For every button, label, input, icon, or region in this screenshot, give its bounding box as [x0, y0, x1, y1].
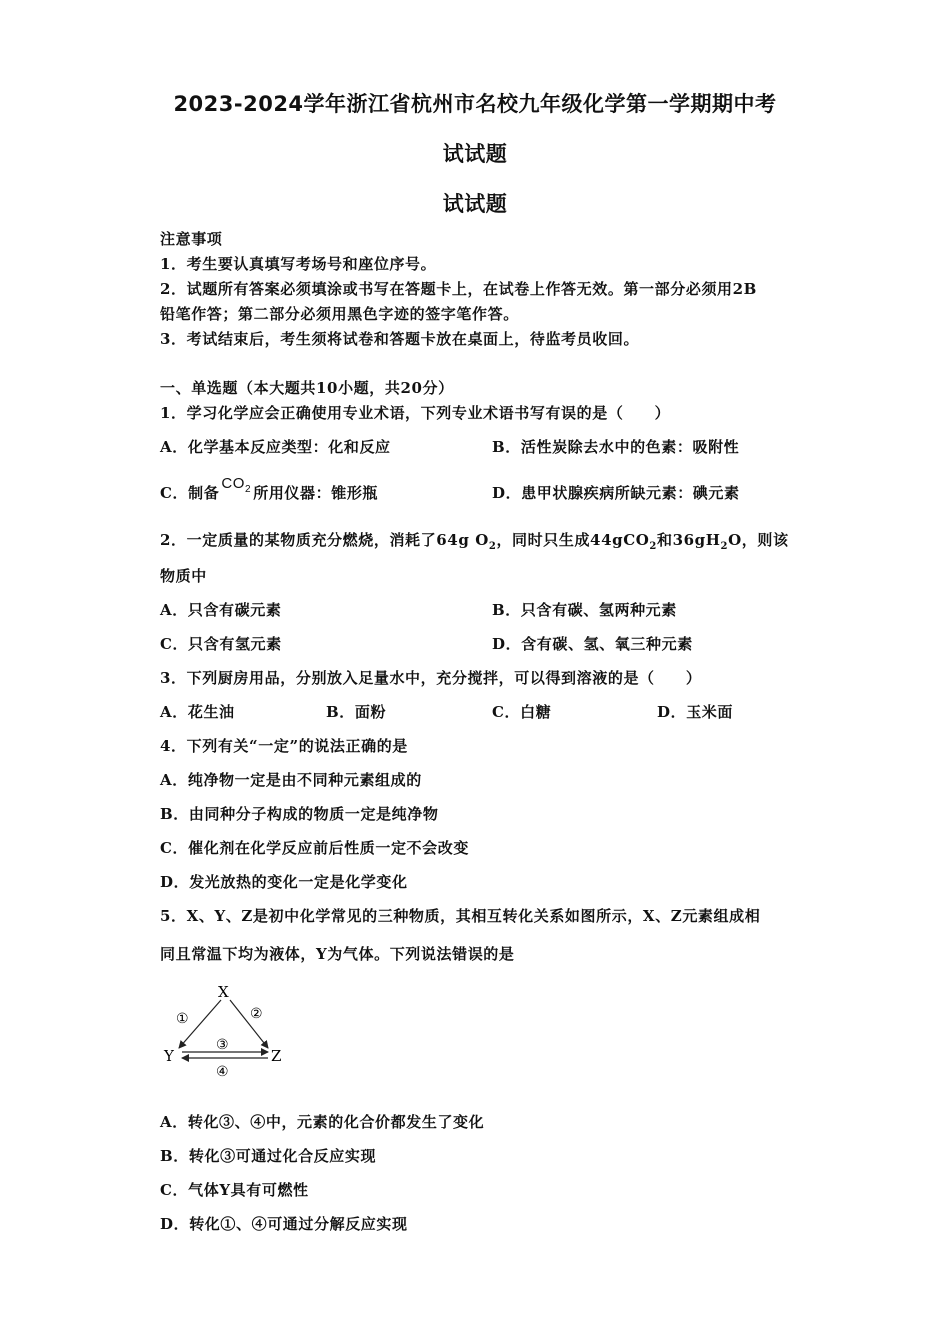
q2-option-d: D．含有碳、氢、氧三种元素: [492, 635, 693, 653]
section-heading: 一、单选题（本大题共10小题，共20分）: [160, 379, 454, 397]
q4-option-c: C．催化剂在化学反应前后性质一定不会改变: [160, 839, 469, 857]
notice-item-3: 3．考试结束后，考生须将试卷和答题卡放在桌面上，待监考员收回。: [160, 330, 640, 348]
conversion-diagram: [158, 978, 298, 1083]
q2-option-b: B．只含有碳、氢两种元素: [492, 601, 677, 619]
notice-item-2-cont: 铅笔作答；第二部分必须用黑色字迹的签字笔作答。: [160, 305, 519, 323]
q1-stem: 1．学习化学应会正确使用专业术语，下列专业术语书写有误的是（ ）: [160, 404, 671, 422]
notice-heading: 注意事项: [160, 230, 223, 248]
q3-stem: 3．下列厨房用品，分别放入足量水中，充分搅拌，可以得到溶液的是（ ）: [160, 669, 702, 687]
node-y: Y: [164, 1047, 174, 1065]
exam-title-line3: 试试题: [442, 192, 508, 216]
label-4: ④: [216, 1064, 229, 1080]
q1-option-c-post: 所用仪器：锥形瓶: [253, 484, 379, 502]
q2-option-c: C．只含有氢元素: [160, 635, 282, 653]
notice-item-2: 2．试题所有答案必须填涂或书写在答题卡上，在试卷上作答无效。第一部分必须用2B: [160, 280, 757, 298]
q4-option-d: D．发光放热的变化一定是化学变化: [160, 873, 408, 891]
q2-stem-cont: 物质中: [160, 567, 207, 585]
q1-option-b: B．活性炭除去水中的色素：吸附性: [492, 438, 740, 456]
q5-option-a: A．转化③、④中，元素的化合价都发生了变化: [160, 1113, 485, 1131]
node-x: X: [218, 983, 229, 1001]
q4-stem: 4．下列有关“一定”的说法正确的是: [160, 737, 408, 755]
q1-option-c: [160, 475, 379, 505]
exam-title-line1: 2023-2024学年浙江省杭州市名校九年级化学第一学期期中考: [173, 92, 777, 116]
label-1: ①: [176, 1011, 189, 1027]
q3-option-d: D．玉米面: [657, 703, 734, 721]
q3-option-a: A．花生油: [160, 703, 235, 721]
q5-stem: 5．X、Y、Z是初中化学常见的三种物质，其相互转化关系如图所示，X、Z元素组成相: [160, 907, 761, 925]
q3-option-c: C．白糖: [492, 703, 552, 721]
q2-stem: 2．一定质量的某物质充分燃烧，消耗了64g $O_2$，同时只生成44gCO$_2$和$36gH_2O$，则该: [160, 531, 789, 552]
q1-option-c-pre: C．制备: [160, 484, 220, 502]
q1-option-a: A．化学基本反应类型：化和反应: [160, 438, 391, 456]
label-2: ②: [250, 1006, 263, 1022]
q4-option-b: B．由同种分子构成的物质一定是纯净物: [160, 805, 439, 823]
q4-option-a: A．纯净物一定是由不同种元素组成的: [160, 771, 422, 789]
exam-title-line2: 试试题: [442, 142, 508, 166]
q2-option-a: A．只含有碳元素: [160, 601, 282, 619]
q5-option-d: D．转化①、④可通过分解反应实现: [160, 1215, 408, 1233]
q5-option-b: B．转化③可通过化合反应实现: [160, 1147, 377, 1165]
node-z: Z: [271, 1047, 282, 1065]
label-3: ③: [216, 1037, 229, 1053]
q3-option-b: B．面粉: [326, 703, 387, 721]
q1-option-d: D．患甲状腺疾病所缺元素：碘元素: [492, 484, 740, 502]
q5-option-c: C．气体Y具有可燃性: [160, 1181, 309, 1199]
notice-item-1: 1．考生要认真填写考场号和座位序号。: [160, 255, 437, 273]
q5-stem-cont: 同且常温下均为液体，Y为气体。下列说法错误的是: [160, 945, 515, 963]
co2-formula: $CO_2$: [221, 475, 252, 495]
